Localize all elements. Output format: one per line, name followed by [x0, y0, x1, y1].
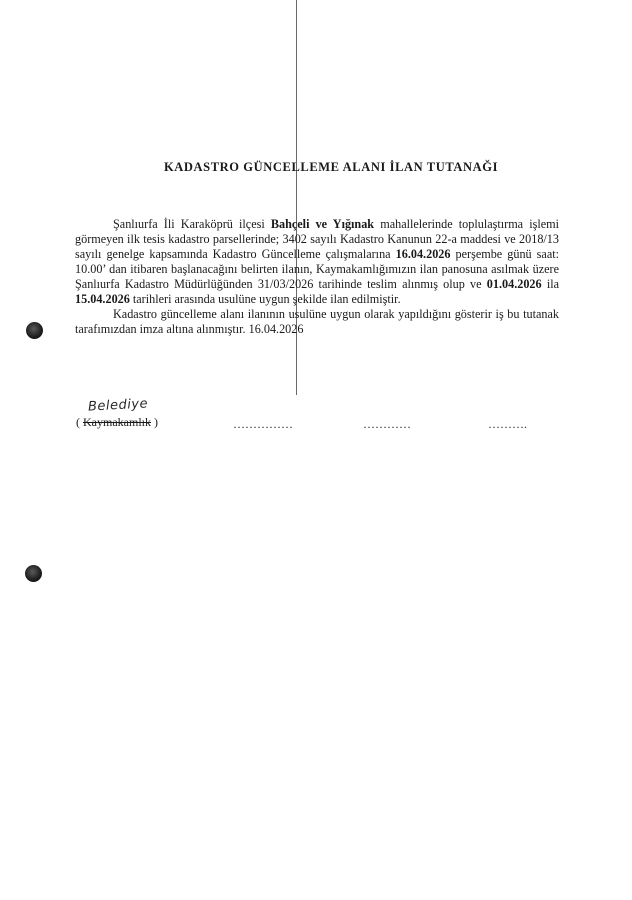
- handwritten-signature: Belediye: [87, 396, 149, 415]
- open-paren: (: [76, 415, 83, 429]
- document-body: [75, 217, 559, 337]
- paragraph1-seg3: perşembe günü saat: 10.00’ dan itibaren başlanacağını belirten ilanın, Kaymakamlığımızın ilan panosuna asılmak üzere Şanlıurfa Kadastro Müdürlüğünden 31/03/2026 tarihinde teslim alınmış olup ve: [75, 247, 560, 291]
- paragraph-announcement: [75, 217, 559, 307]
- paragraph1-seg2: mahallelerinde toplulaştırma işlemi görmeyen ilk tesis kadastro parsellerinde; 3402 sayılı Kadastro Kanunun 22-a maddesi ve 2018/13 sayılı genelge kapsamında Kadastro Güncelleme çalışmalarına: [75, 217, 559, 261]
- close-paren: ): [150, 415, 158, 429]
- paragraph1-seg5: tarihleri arasında usulüne uygun şekilde ilan edilmiştir.: [129, 292, 401, 306]
- neighborhood-names: Bahçeli ve Yığınak: [270, 217, 375, 231]
- struck-institution-name: Kaymakamlık: [83, 415, 151, 429]
- signature-line-2: …………: [363, 417, 411, 431]
- start-date: 16.04.2026: [395, 247, 451, 261]
- punch-hole-top: [26, 322, 43, 339]
- document-title: KADASTRO GÜNCELLEME ALANI İLAN TUTANAĞI: [163, 160, 499, 174]
- paragraph1-seg4: ila: [541, 277, 559, 291]
- signature-line-3: ……….: [488, 417, 527, 431]
- signature-block: [0, 398, 632, 448]
- paragraph1-seg1: Şanlıurfa İli Karaköprü ilçesi: [113, 217, 271, 231]
- signature-line-1: ……………: [233, 417, 293, 431]
- posting-start-date: 01.04.2026: [486, 277, 542, 291]
- paragraph-certification: Kadastro güncelleme alanı ilanının usulüne uygun olarak yapıldığını gösterir iş bu tutanak tarafımızdan imza altına alınmıştır. 16.04.2026: [75, 307, 559, 336]
- signatory-institution: [76, 415, 158, 430]
- posting-end-date: 15.04.2026: [75, 292, 130, 306]
- punch-hole-bottom: [25, 565, 42, 582]
